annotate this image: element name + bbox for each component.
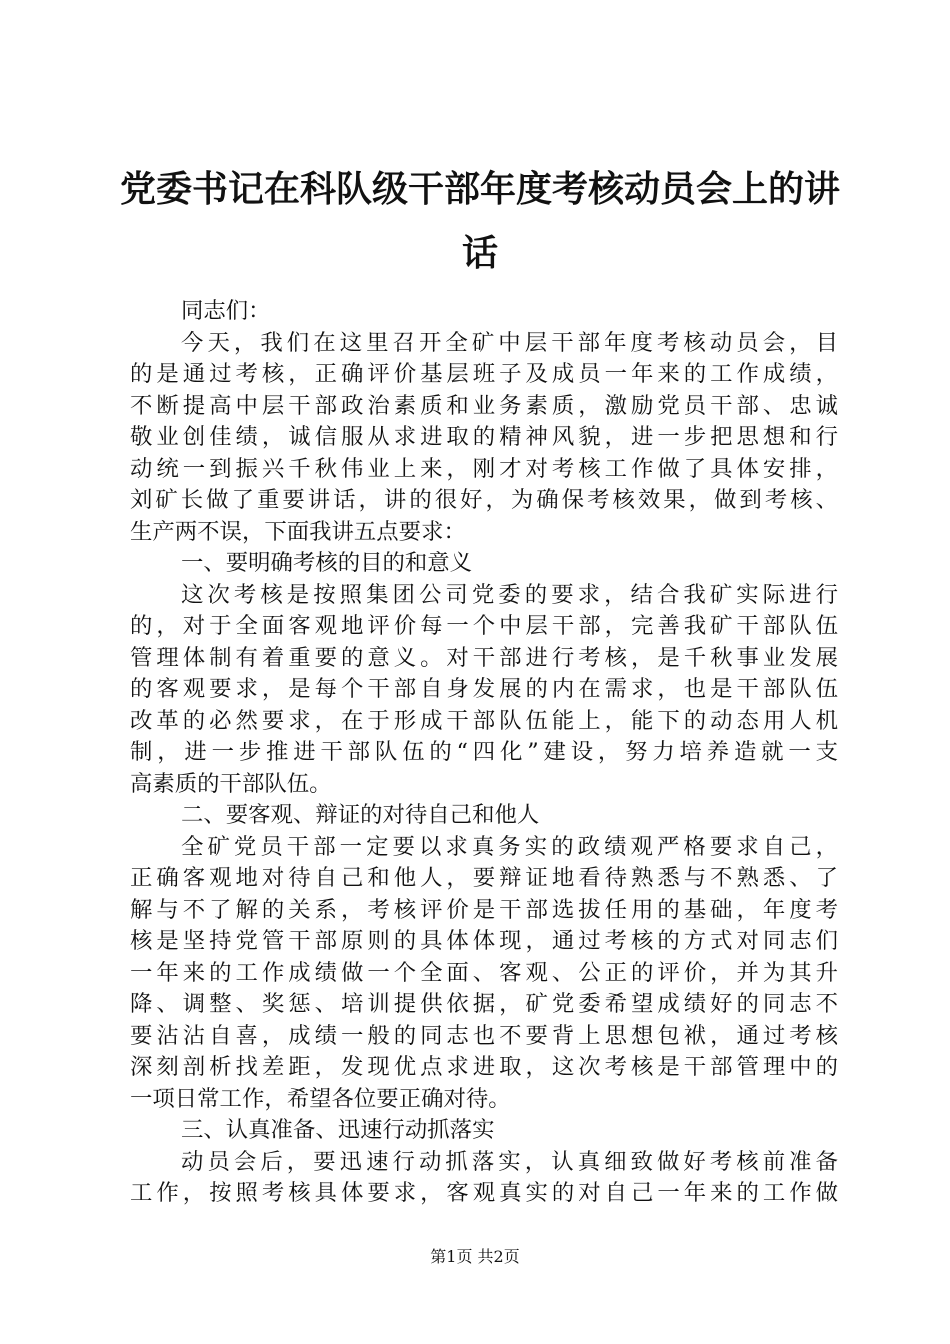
text-line: 同志们：	[181, 298, 271, 324]
text-line: 动统一到振兴千秋伟业上来，刚才对考核工作做了具体安排，	[130, 455, 838, 482]
document-title: 党委书记在科队级干部年度考核动员会上的讲话	[119, 169, 840, 274]
text-line: 深刻剖析找差距，发现优点求进取，这次考核是干部管理中的	[130, 1054, 838, 1080]
page-footer: 第1页 共2页	[430, 1247, 520, 1266]
text-line: 的，对于全面客观地评价每一个中层干部，完善我矿干部队伍	[130, 613, 838, 639]
text-line: 降、调整、奖惩、培训提供依据，矿党委希望成绩好的同志不	[130, 991, 838, 1017]
text-line: 今天，我们在这里召开全矿中层干部年度考核动员会，目	[181, 329, 838, 356]
text-line: 这次考核是按照集团公司党委的要求，结合我矿实际进行	[181, 581, 838, 608]
text-line: 动员会后，要迅速行动抓落实，认真细致做好考核前准备	[181, 1148, 838, 1175]
text-line: 生产两不误，下面我讲五点要求：	[130, 518, 466, 545]
text-line: 的是通过考核，正确评价基层班子及成员一年来的工作成绩，	[130, 361, 838, 387]
text-line: 敬业创佳绩，诚信服从求进取的精神风貌，进一步把思想和行	[130, 424, 838, 450]
text-line: 管理体制有着重要的意义。对干部进行考核，是千秋事业发展	[130, 644, 838, 671]
text-line: 高素质的干部队伍。	[130, 770, 332, 797]
text-line: 刘矿长做了重要讲话，讲的很好，为确保考核效果，做到考核、	[130, 487, 838, 513]
text-line: 一项日常工作，希望各位要正确对待。	[130, 1085, 511, 1112]
text-line: 二、要客观、辩证的对待自己和他人	[181, 802, 540, 828]
text-line: 的客观要求，是每个干部自身发展的内在需求，也是干部队伍	[130, 676, 838, 702]
text-line: 三、认真准备、迅速行动抓落实	[181, 1117, 495, 1143]
text-line: 一年来的工作成绩做一个全面、客观、公正的评价，并为其升	[130, 959, 838, 986]
document-body	[130, 296, 838, 1210]
text-line: 不断提高中层干部政治素质和业务素质，激励党员干部、忠诚	[130, 392, 838, 419]
text-line: 制，进一步推进干部队伍的“四化”建设，努力培养造就一支	[130, 739, 838, 765]
text-line: 改革的必然要求，在于形成干部队伍能上，能下的动态用人机	[130, 707, 838, 734]
text-line: 解与不了解的关系，考核评价是干部选拔任用的基础，年度考	[130, 896, 838, 923]
text-line: 一、要明确考核的目的和意义	[181, 550, 473, 576]
text-line: 全矿党员干部一定要以求真务实的政绩观严格要求自己，	[181, 833, 838, 860]
text-line: 要沾沾自喜，成绩一般的同志也不要背上思想包袱，通过考核	[130, 1022, 838, 1049]
text-line: 核是坚持党管干部原则的具体体现，通过考核的方式对同志们	[130, 928, 838, 954]
text-line: 正确客观地对待自己和他人，要辩证地看待熟悉与不熟悉、了	[130, 865, 838, 891]
text-line: 工作，按照考核具体要求，客观真实的对自己一年来的工作做	[130, 1180, 838, 1206]
